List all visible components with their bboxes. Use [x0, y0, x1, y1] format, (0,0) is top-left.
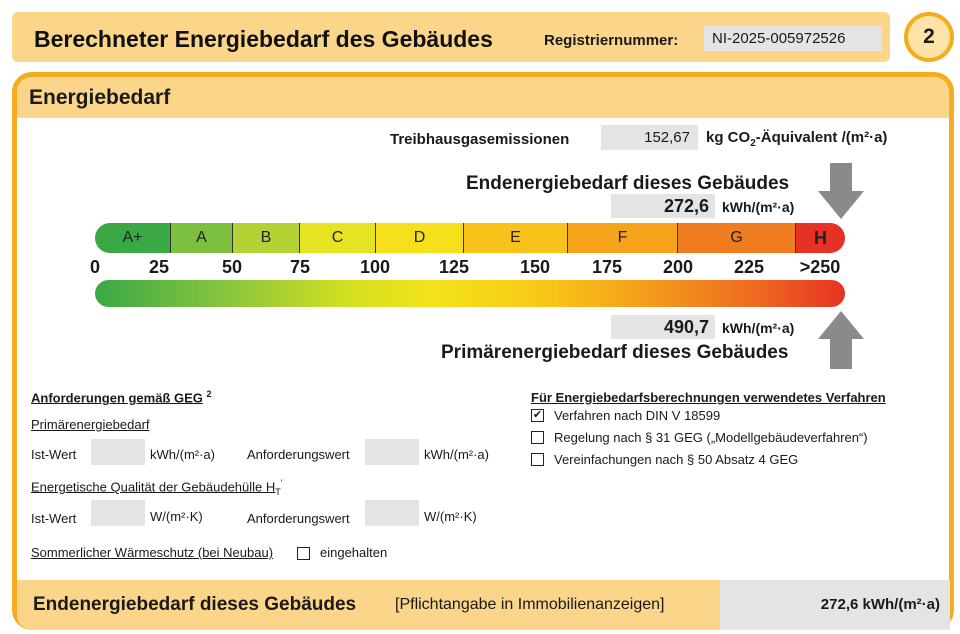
primary-ist-label: Ist-Wert: [31, 447, 77, 462]
method-option-checkbox[interactable]: ✔: [532, 409, 543, 421]
scale-tick-label: >250: [799, 257, 841, 277]
end-energy-label: Endenergiebedarf dieses Gebäudes: [466, 173, 790, 194]
footer-end-energy-value: 272,6 kWh/(m²·a): [720, 580, 950, 630]
envelope-anforderung-field[interactable]: [365, 500, 419, 526]
primary-energy-unit: kWh/(m²·a): [722, 320, 795, 336]
envelope-anforderung-unit: W/(m²·K): [424, 509, 477, 524]
efficiency-class-scale: [95, 223, 845, 253]
method-option-label: Vereinfachungen nach § 50 Absatz 4 GEG: [554, 452, 799, 467]
end-energy-value: 272,6: [611, 194, 715, 218]
emissions-value: 152,67: [601, 125, 698, 150]
scale-tick-label: 175: [591, 257, 623, 277]
efficiency-class-e: E: [464, 223, 568, 253]
primary-requirement-heading: Primärenergiebedarf: [31, 417, 150, 432]
efficiency-class-a: A: [171, 223, 233, 253]
page-title: Berechneter Energiebedarf des Gebäudes: [34, 26, 493, 52]
footer-note: [Pflichtangabe in Immobilienanzeigen]: [395, 596, 665, 613]
efficiency-class-a-plus: A+: [95, 223, 171, 253]
header-bar: [12, 12, 890, 62]
primary-ist-unit: kWh/(m²·a): [150, 447, 215, 462]
scale-tick-label: 75: [289, 257, 311, 277]
scale-tick-label: 125: [438, 257, 470, 277]
section-header: [17, 77, 949, 118]
envelope-anforderung-label: Anforderungswert: [247, 511, 350, 526]
registration-label: Registriernummer:: [544, 32, 679, 49]
end-energy-arrow-icon: [818, 163, 864, 219]
scale-tick-label: 200: [662, 257, 694, 277]
summer-protection-label: Sommerlicher Wärmeschutz (bei Neubau): [31, 545, 274, 560]
scale-tick-label: 225: [733, 257, 765, 277]
method-option-label: Verfahren nach DIN V 18599: [554, 408, 721, 423]
scale-tick-label: 25: [148, 257, 170, 277]
efficiency-class-g: G: [678, 223, 796, 253]
envelope-ist-label: Ist-Wert: [31, 511, 77, 526]
emissions-unit: kg $CO_2$-Äquivalent /(m²·a): [706, 129, 888, 149]
efficiency-class-f: F: [568, 223, 678, 253]
section-title: Energiebedarf: [29, 86, 171, 109]
registration-number: NI-2025-005972526: [704, 26, 882, 51]
scale-tick-label: 100: [359, 257, 391, 277]
primary-ist-field[interactable]: [91, 439, 145, 465]
scale-tick-label: 0: [89, 257, 101, 277]
summer-protection-check-label: eingehalten: [320, 545, 388, 560]
scale-tick-label: 50: [221, 257, 243, 277]
primary-anforderung-field[interactable]: [365, 439, 419, 465]
emissions-label: Treibhausgasemissionen: [390, 131, 570, 148]
envelope-heading: Energetische Qualität der Gebäudehülle $H_T'$: [31, 478, 283, 497]
efficiency-gradient-bar: [95, 280, 845, 307]
primary-energy-value: 490,7: [611, 315, 715, 339]
efficiency-class-h: H: [796, 223, 845, 253]
requirements-title: Anforderungen gemäß GEG $^2$: [31, 389, 212, 406]
envelope-ist-field[interactable]: [91, 500, 145, 526]
efficiency-class-b: B: [233, 223, 300, 253]
primary-energy-label: Primärenergiebedarf dieses Gebäudes: [441, 342, 789, 363]
primary-anforderung-label: Anforderungswert: [247, 447, 350, 462]
summer-protection-checkbox[interactable]: [297, 547, 310, 560]
method-option-checkbox[interactable]: [531, 453, 544, 466]
method-title: Für Energiebedarfsberechnungen verwendetes Verfahren: [531, 390, 886, 405]
primary-anforderung-unit: kWh/(m²·a): [424, 447, 489, 462]
method-option-label: Regelung nach § 31 GEG („Modellgebäudeverfahren“): [554, 430, 868, 445]
method-option-checkbox[interactable]: [531, 431, 544, 444]
end-energy-unit: kWh/(m²·a): [722, 199, 795, 215]
primary-energy-arrow-icon: [818, 311, 864, 369]
envelope-ist-unit: W/(m²·K): [150, 509, 203, 524]
efficiency-class-c: C: [300, 223, 376, 253]
scale-tick-label: 150: [519, 257, 551, 277]
page-number-badge: 2: [904, 12, 954, 62]
footer-title: Endenergiebedarf dieses Gebäudes: [33, 594, 357, 615]
efficiency-class-d: D: [376, 223, 464, 253]
